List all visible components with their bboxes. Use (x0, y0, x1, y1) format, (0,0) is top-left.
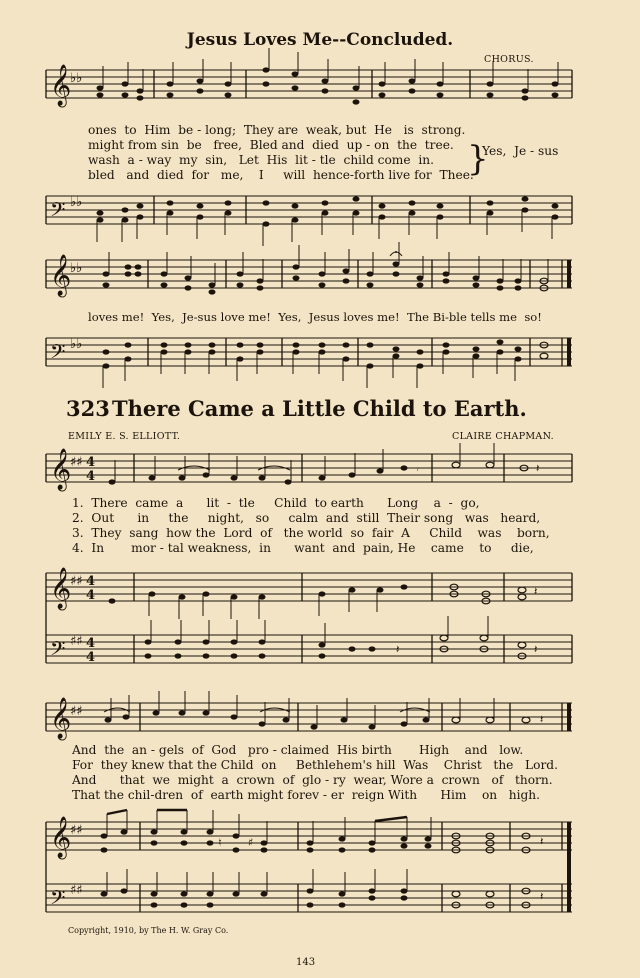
chorus-label: CHORUS. (484, 54, 534, 65)
hymn1-verse-line-1: ones to Him be - long; They are weak, but He is strong. (88, 123, 466, 137)
svg-text:𝄾: 𝄾 (416, 463, 419, 476)
verse-2-line-2: For they knew that the Child on Bethlehem's hill Was Christ the Lord. (72, 758, 558, 772)
svg-text:4: 4 (86, 650, 96, 665)
verse-4-line-2: That the chil-dren of earth might forev - er reign With Him on high. (72, 788, 541, 802)
verse-1-line-2: And the an - gels of God pro - claimed His birth High and low. (72, 743, 524, 757)
hymn-number: 323 (66, 396, 110, 421)
copyright-notice: Copyright, 1910, by The H. W. Gray Co. (68, 926, 229, 935)
chorus-start-lyric: Yes, Je - sus (482, 144, 559, 158)
svg-text:𝄢: 𝄢 (50, 340, 66, 368)
svg-text:4: 4 (86, 455, 96, 470)
svg-text:𝄞: 𝄞 (50, 568, 72, 609)
hymn-title: There Came a Little Child to Earth. (112, 396, 527, 421)
svg-text:♯♯: ♯♯ (70, 823, 83, 838)
svg-text:4: 4 (86, 636, 96, 651)
svg-text:}: } (467, 139, 489, 179)
hymn-author: EMILY E. S. ELLIOTT. (68, 431, 181, 442)
svg-text:♭♭: ♭♭ (70, 337, 83, 352)
hymn-composer: CLAIRE CHAPMAN. (452, 431, 554, 442)
svg-text:𝄽: 𝄽 (396, 643, 400, 656)
verse-2-line-1: 2. Out in the night, so calm and still Their song was heard, (72, 511, 541, 525)
hymn1-verse-line-4: bled and died for me, I will hence-forth live for Thee. (88, 168, 474, 182)
svg-text:4: 4 (86, 588, 96, 603)
svg-text:♯♯: ♯♯ (70, 455, 83, 470)
svg-text:♮: ♮ (218, 836, 222, 849)
verse-3-line-2: And that we might a crown of glo - ry wear, Wore a crown of thorn. (72, 773, 553, 787)
svg-text:♯♯: ♯♯ (70, 634, 83, 649)
svg-text:𝄢: 𝄢 (50, 886, 66, 914)
svg-text:♯♯: ♯♯ (70, 704, 83, 719)
verse-1-line-1: 1. There came a lit - tle Child to earth Long a - go, (72, 496, 480, 510)
svg-text:𝄢: 𝄢 (50, 198, 66, 226)
svg-text:𝄽: 𝄽 (534, 585, 538, 598)
svg-text:𝄽: 𝄽 (536, 462, 540, 475)
hymn1-verse-line-2: might from sin be free, Bled and died up - on the tree. (88, 138, 454, 152)
svg-text:♯: ♯ (248, 836, 254, 849)
svg-text:𝄞: 𝄞 (50, 65, 72, 106)
hymn-title-concluded: Jesus Loves Me--Concluded. (186, 30, 454, 50)
verse-3-line-1: 3. They sang how the Lord of the world so fair A Child was born, (72, 526, 550, 540)
chorus-lyric-line: loves me! Yes, Je-sus love me! Yes, Jesus loves me! The Bi-ble tells me so! (88, 310, 542, 324)
svg-text:4: 4 (86, 469, 96, 484)
svg-text:♯♯: ♯♯ (70, 883, 83, 898)
svg-text:𝄞: 𝄞 (50, 698, 72, 739)
svg-text:𝄽: 𝄽 (540, 890, 544, 903)
svg-text:4: 4 (86, 574, 96, 589)
svg-text:𝄽: 𝄽 (540, 835, 544, 848)
svg-text:𝄞: 𝄞 (50, 817, 72, 858)
svg-text:𝄞: 𝄞 (50, 255, 72, 296)
verse-4-line-1: 4. In mor - tal weakness, in want and pain, He came to die, (72, 541, 534, 555)
svg-text:♭♭: ♭♭ (70, 71, 83, 86)
svg-text:𝄽: 𝄽 (540, 713, 544, 726)
svg-text:𝄢: 𝄢 (50, 637, 66, 665)
svg-text:𝄞: 𝄞 (50, 449, 72, 490)
page-number: 143 (296, 957, 316, 968)
svg-text:♭♭: ♭♭ (70, 195, 83, 210)
svg-text:♭♭: ♭♭ (70, 261, 83, 276)
hymn1-verse-line-3: wash a - way my sin, Let His lit - tle child come in. (88, 153, 434, 167)
svg-text:♯♯: ♯♯ (70, 574, 83, 589)
svg-text:𝄽: 𝄽 (534, 643, 538, 656)
